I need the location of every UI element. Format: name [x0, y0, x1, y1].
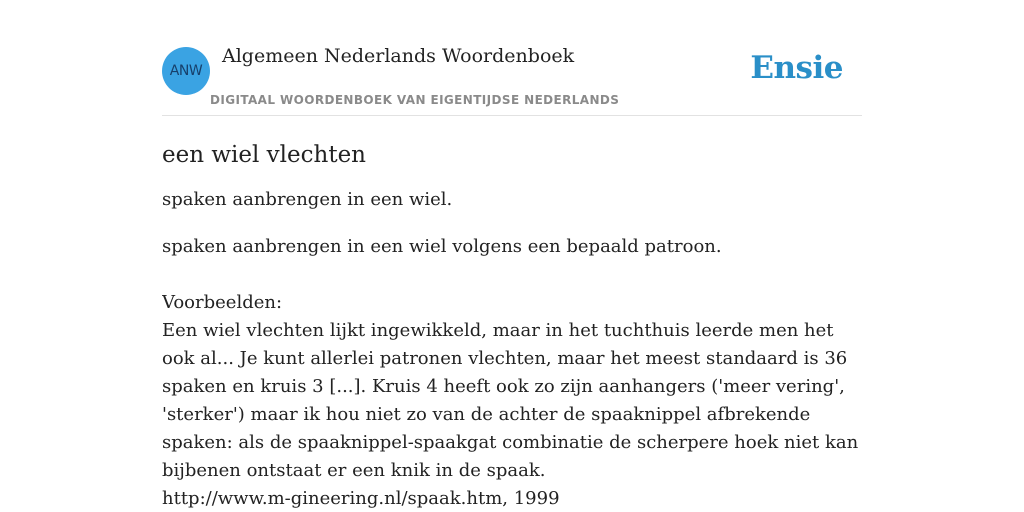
entry-headword: een wiel vlechten	[162, 142, 366, 168]
examples-label: Voorbeelden:	[162, 292, 283, 313]
definition-long: spaken aanbrengen in een wiel volgens een bepaald patroon.	[162, 236, 722, 257]
example-source: http://www.m-gineering.nl/spaak.htm, 1999	[162, 488, 560, 509]
site-subtitle: DIGITAAL WOORDENBOEK VAN EIGENTIJDSE NEDERLANDS	[210, 93, 620, 107]
site-title[interactable]: Algemeen Nederlands Woordenboek	[222, 45, 575, 67]
example-text: Een wiel vlechten lijkt ingewikkeld, maar in het tuchthuis leerde men het ook al... Je kunt allerlei patronen vlechten, maar het meest standaard is 36 spaken en kruis 3 [...]. Kruis 4 heeft ook zo zijn aanhangers ('meer vering', 'sterker') maar ik hou niet zo van de achter de spaaknippel afbrekende spaken: als de spaaknippel-spaakgat combinatie de scherpere hoek niet kan bijbenen ontstaat er een knik in de spaak.	[162, 320, 859, 481]
examples-section	[162, 289, 862, 512]
ensie-logo[interactable]: Ensie	[750, 50, 843, 86]
entry-content	[162, 139, 862, 512]
page	[162, 0, 862, 512]
definition-short: spaken aanbrengen in een wiel.	[162, 189, 453, 210]
site-header	[162, 0, 862, 116]
anw-logo[interactable]: ANW	[162, 47, 210, 95]
